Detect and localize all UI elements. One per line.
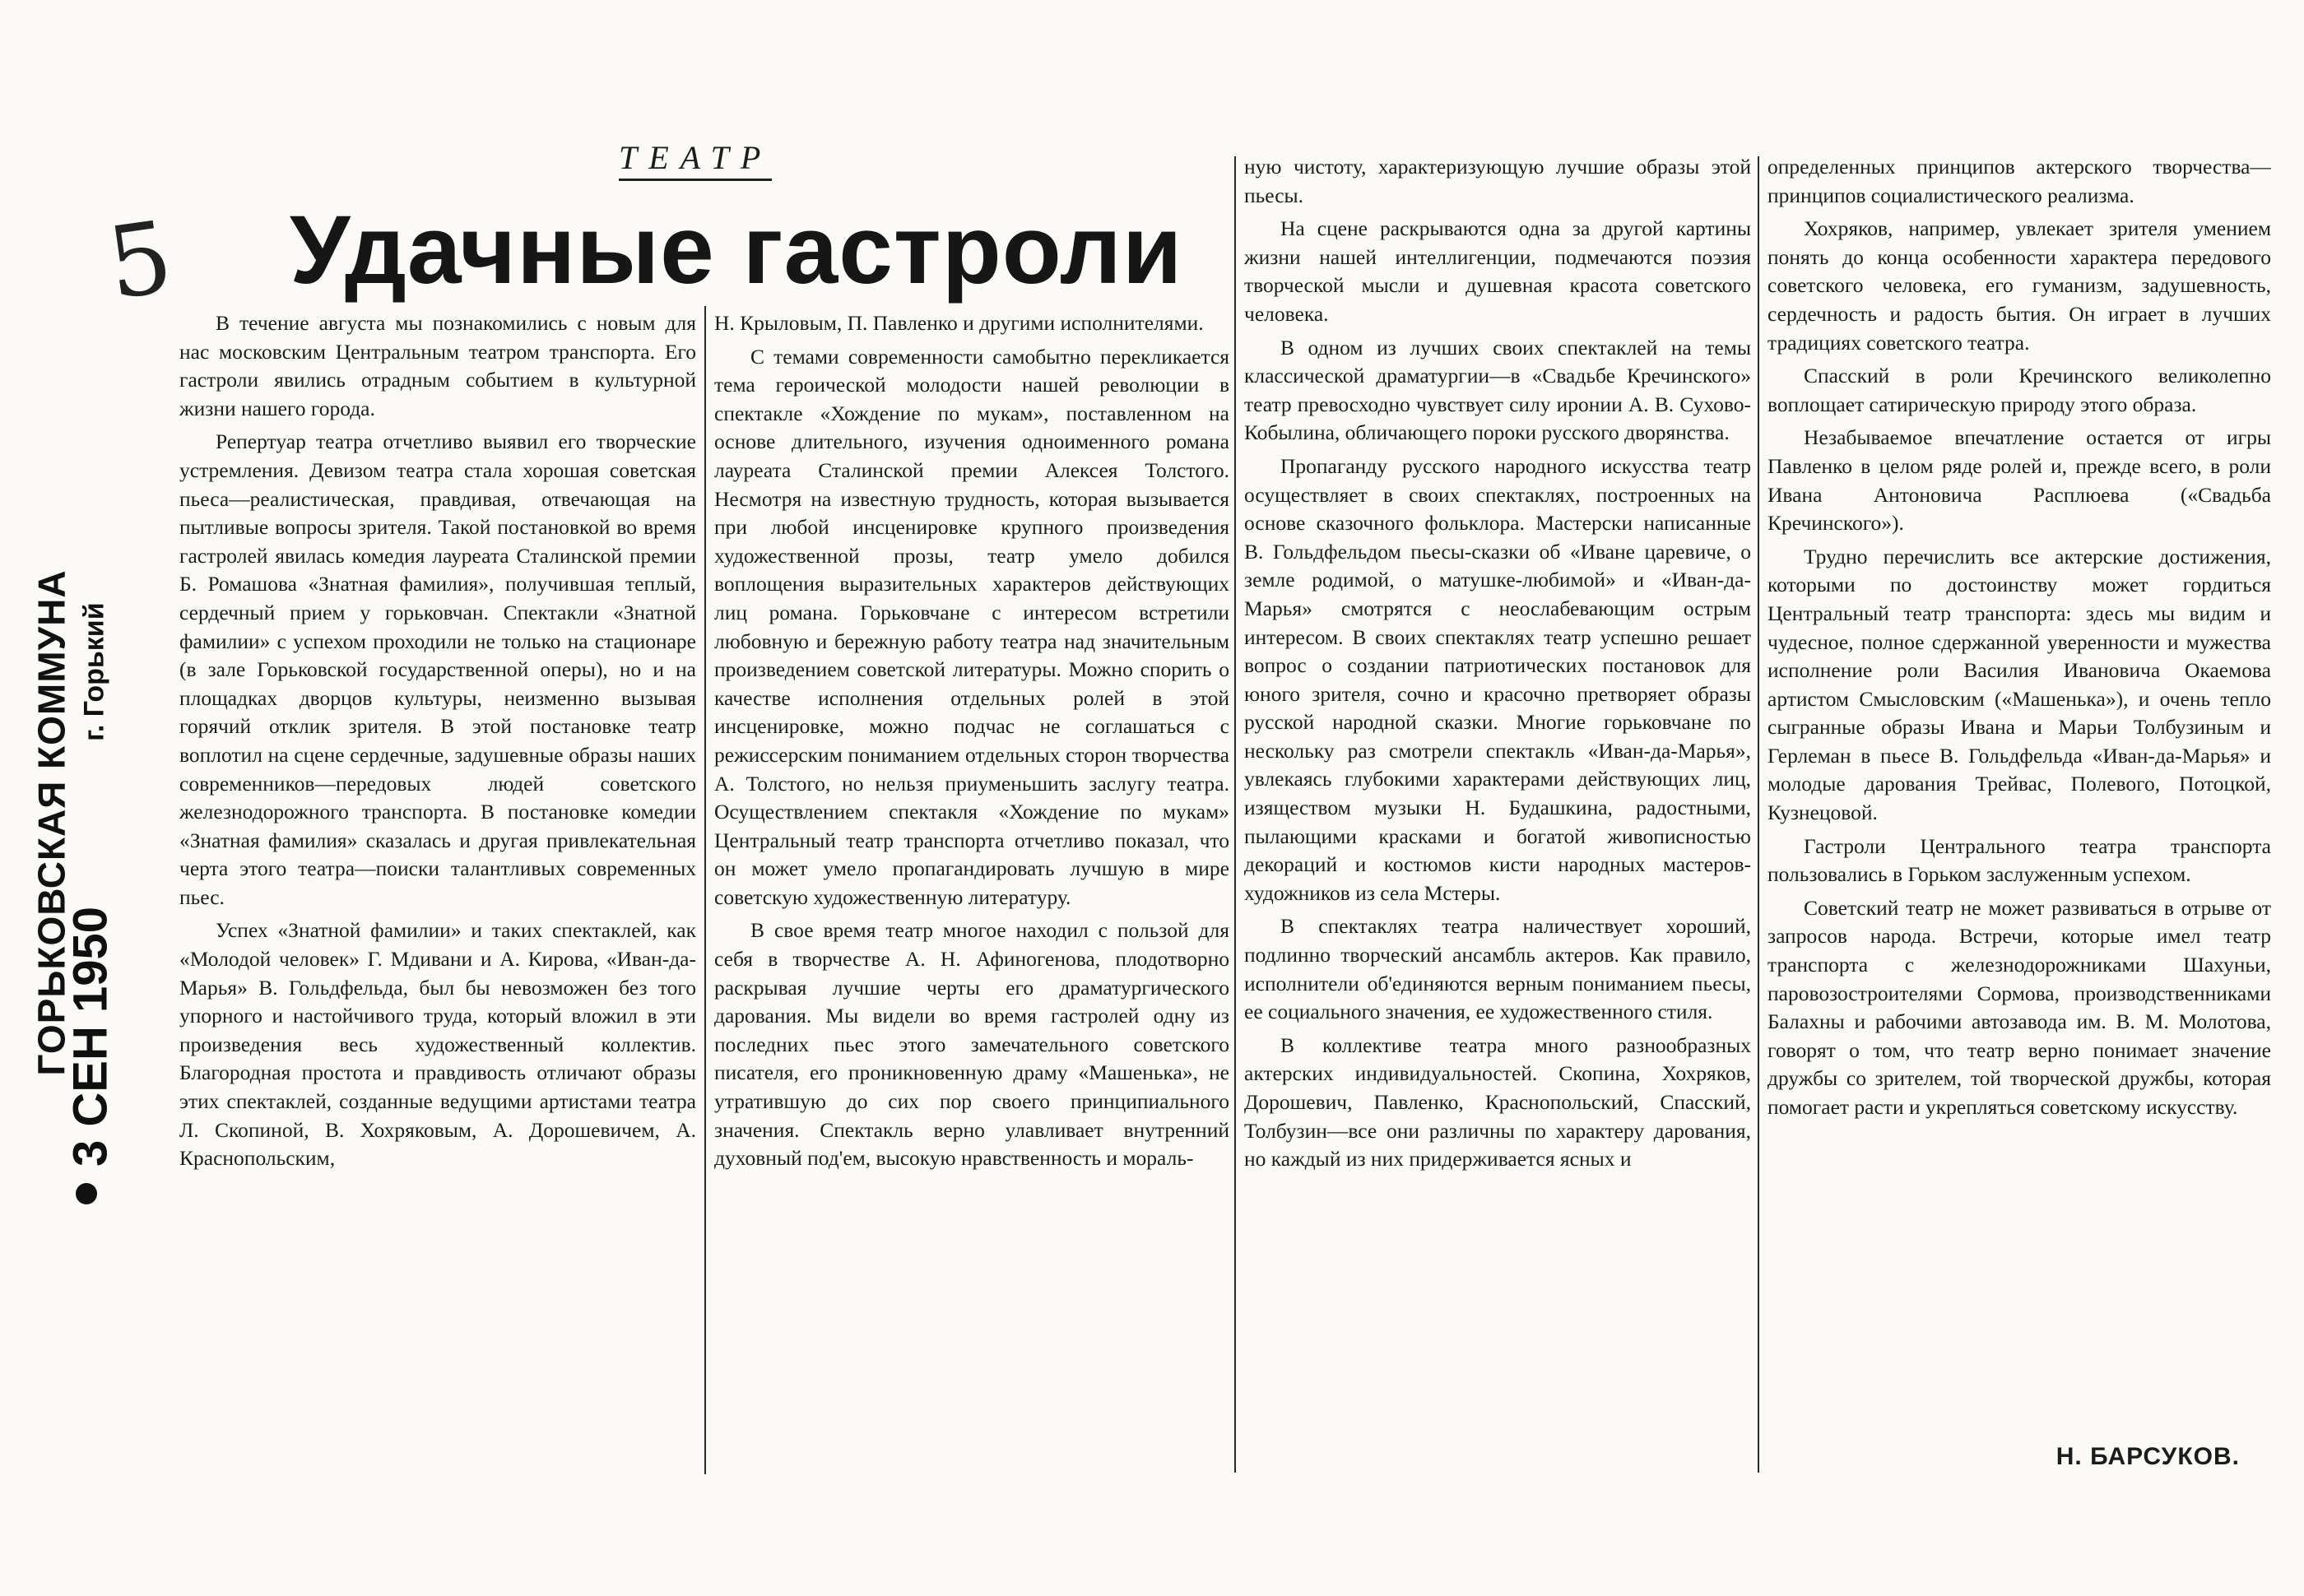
paragraph: Советский театр не может развиваться в отрыве от запросов народа. Встречи, которые имел театр транспорта с железнодорожниками Шахуньи, паровозостроителями Сормова, производственниками Балахны и рабочими автозавода им. В. М. Молотова, говорят о том, что театр верно понимает значение дружбы со зрителем, той творческой дружбы, которая помогает расти и укрепляться советскому искусству. bbox=[1767, 895, 2271, 1119]
paragraph: В свое время театр многое находил с пользой для себя в творчестве А. Н. Афиногенова, плодотворно раскрывая лучшие черты его драматургического дарования. Мы видели во время гастролей одну из последних пьес этого замечательного советского писателя, его проникновенную драму «Машенька», не утратившую до сих пор своего принципиального значения. Спектакль верно улавливает внутренний духовный под'ем, высокую нравственность и мораль- bbox=[714, 918, 1229, 1171]
paragraph: Хохряков, например, увлекает зрителя умением понять до конца особенности характера передового советского человека, его гуманизм, задушевность, сердечность и радость бытия. Он играет в лучших традициях советского театра. bbox=[1767, 216, 2271, 355]
stamp-city: г. Горький bbox=[78, 602, 110, 741]
paragraph: определенных принципов актерского творчества—принципов социалистического реализма. bbox=[1767, 155, 2271, 207]
paragraph: ную чистоту, характеризующую лучшие образы этой пьесы. bbox=[1244, 155, 1751, 207]
column-divider bbox=[1234, 156, 1236, 1473]
column-divider bbox=[1758, 156, 1759, 1473]
stamp-date: 3 СЕН 1950 bbox=[63, 907, 118, 1167]
handwritten-mark: 5 bbox=[100, 200, 179, 322]
section-rubric: ТЕАТР bbox=[619, 138, 772, 181]
paragraph: Пропаганду русского народного искусства театр осуществляет в своих спектаклях, построенных на основе сказочного фольклора. Мастерски написанные В. Гольдфельдом пьесы-сказки об «Иване царевиче, о земле родимой, о матушке-любимой» и «Иван-да-Марья» смотрятся с неослабевающим острым интересом. В своих спектаклях театр успешно решает вопрос о создании патриотических постановок для юного зрителя, сочно и красочно претворяет образы русской народной сказки. Многие горьковчане по нескольку раз смотрели спектакль «Иван-да-Марья», увлекаясь глубокими характерами действующих лиц, изяществом музыки Н. Будашкина, радостными, пылающими красками и богатой живописностью декораций и костюмов кисти народных мастеров-художников из села Мстеры. bbox=[1244, 453, 1751, 905]
paragraph: С темами современности самобытно перекликается тема героической молодости нашей революции в спектакле «Хождение по мукам», поставленном на основе длительного, изучения одноименного романа лауреата Сталинской премии Алексея Толстого. Несмотря на известную трудность, которая вызывается при любой инсценировке крупного произведения художественной прозы, театр умело добился воплощения выразительных характеров действующих лиц романа. Горьковчане с интересом встретили любовную и бережную работу театра над значительным произведением советской литературы. Можно спорить о качестве исполнения отдельных ролей в этой инсценировке, можно подчас не соглашаться с режиссерским пониманием отдельных сторон творчества А. Толстого, но нельзя приуменьшить заслугу театра. Осуществлением спектакля «Хождение по мукам» Центральный театр транспорта отчетливо показал, что он может умело пропагандировать лучшую в мире советскую художественную литературу. bbox=[714, 344, 1229, 909]
column-divider bbox=[704, 306, 706, 1474]
paragraph: Репертуар театра отчетливо выявил его творческие устремления. Девизом театра стала хорошая советская пьеса—реалистическая, правдивая, отвечающая на пытливые вопросы зрителя. Такой постановкой во время гастролей явилась комедия лауреата Сталинской премии Б. Ромашова «Знатная фамилия», получившая теплый, сердечный прием у горьковчан. Спектакли «Знатной фамилии» с успехом проходили не только на стационаре (в зале Горьковской государственной оперы), но и на площадках дворцов культуры, неизменно вызывая горячий отклик зрителя. В этой постановке театр воплотил на сцене сердечные, задушевные образы наших современников—передовых людей советского железнодорожного транспорта. В постановке комедии «Знатная фамилия» сказалась и другая привлекательная черта этого театра—поиски талантливых современных пьес. bbox=[179, 429, 696, 909]
paragraph: На сцене раскрываются одна за другой картины жизни нашей интеллигенции, подмечаются поэзия творческой мысли и душевная красота советского человека. bbox=[1244, 216, 1751, 326]
paragraph: В одном из лучших своих спектаклей на темы классической драматургии—в «Свадьбе Кречинского» театр превосходно чувствует силу иронии А. В. Сухово-Кобылина, обличающего пороки русского дворянства. bbox=[1244, 335, 1751, 445]
article-column-2 bbox=[714, 309, 1229, 1471]
article-column-4 bbox=[1767, 153, 2271, 1412]
paragraph: В течение августа мы познакомились с новым для нас московским Центральным театром транспорта. Его гастроли явились отрадным событием в культурной жизни нашего города. bbox=[179, 311, 696, 420]
article-column-3 bbox=[1244, 153, 1751, 1473]
stamp-newspaper-name: ГОРЬКОВСКАЯ КОММУНА bbox=[30, 569, 73, 1076]
article-headline: Удачные гастроли bbox=[290, 196, 1183, 304]
author-signature: Н. БАРСУКОВ. bbox=[2055, 1443, 2240, 1470]
paragraph: Н. Крыловым, П. Павленко и другими исполнителями. bbox=[714, 311, 1204, 335]
paragraph: Незабываемое впечатление остается от игры Павленко в целом ряде ролей и, прежде всего, в роли Ивана Антоновича Расплюева («Свадьба Кречинского»). bbox=[1767, 425, 2271, 536]
paragraph: В спектаклях театра наличествует хороший, подлинно творческий ансамбль актеров. Как правило, исполнители об'единяются верным пониманием пьесы, ее социального значения, ее художественного стиля. bbox=[1244, 914, 1751, 1024]
paragraph: В коллективе театра много разнообразных актерских индивидуальностей. Скопина, Хохряков, Дорошевич, Павленко, Краснопольский, Спасский, Толбузин—все они различны по характеру дарования, но каждый из них придерживается ясных и bbox=[1244, 1032, 1751, 1171]
paragraph: Спасский в роли Кречинского великолепно воплощает сатирическую природу этого образа. bbox=[1767, 364, 2271, 416]
paragraph: Гастроли Центрального театра транспорта пользовались в Горьком заслуженным успехом. bbox=[1767, 833, 2271, 887]
stamp-dot bbox=[76, 1183, 97, 1204]
paragraph: Успех «Знатной фамилии» и таких спектаклей, как «Молодой человек» Г. Мдивани и А. Кирова, «Иван-да-Марья» В. Гольдфельда, был бы невозможен без того упорного и настойчивого труда, который вложил в эти произведения весь художественный коллектив. Благородная простота и правдивость отличают образы этих спектаклей, созданные ведущими артистами театра Л. Скопиной, В. Хохряковым, А. Дорошевичем, А. Краснопольским, bbox=[179, 918, 696, 1171]
paragraph: Трудно перечислить все актерские достижения, которыми по достоинству может гордиться Центральный театр транспорта: здесь мы видим и чудесное, полное сдержанной уверенности и мужества исполнение роли Василия Ивановича Окаемова артистом Смысловским («Машенька»), и очень тепло сыгранные образы Ивана и Марьи Толбузиным и Герлеман в пьесе В. Гольдфельда «Иван-да-Марья» и молодые дарования Трейвас, Полевого, Потоцкой, Кузнецовой. bbox=[1767, 544, 2271, 825]
article-column-1 bbox=[179, 309, 696, 1471]
